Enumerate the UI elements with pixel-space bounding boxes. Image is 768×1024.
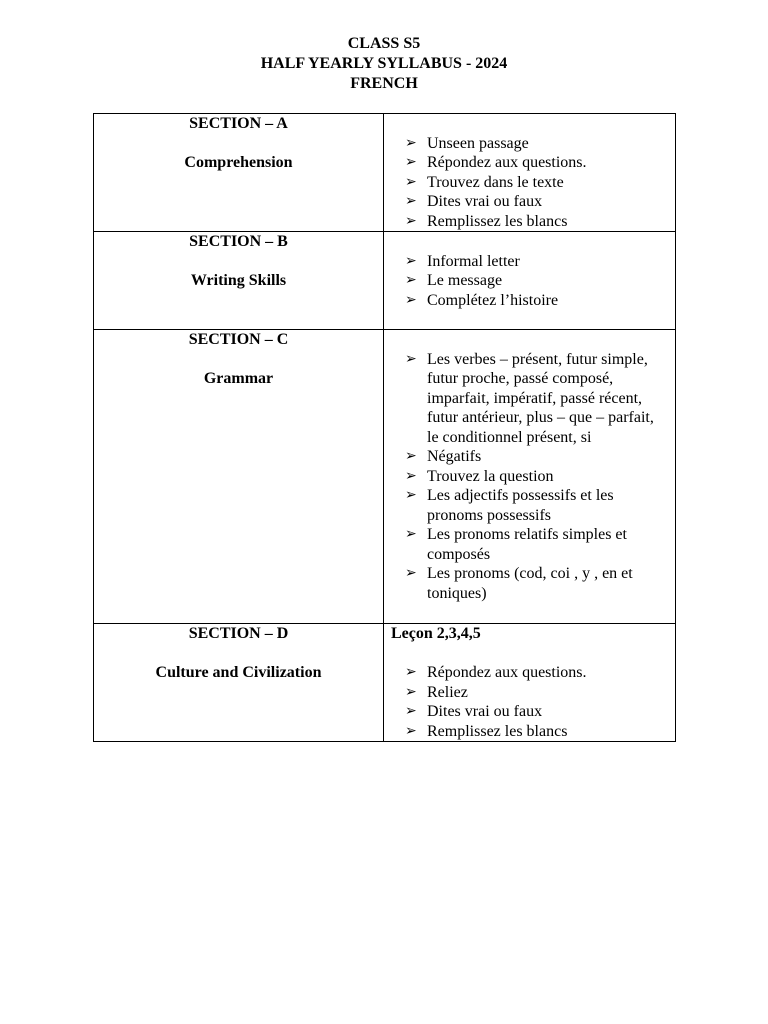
arrow-bullet-icon: ➢ [405,292,417,308]
arrow-bullet-icon: ➢ [405,488,417,503]
arrow-bullet-icon: ➢ [405,273,417,288]
lesson-label: Leçon 2,3,4,5 [391,625,481,642]
section-row-b [94,232,676,330]
section-heading: SECTION – C [188,331,289,348]
arrow-bullet-icon: ➢ [405,253,417,269]
list-item: ➢ Complétez l’histoire [405,291,559,309]
section-row-c [94,330,676,624]
syllabus-table [93,113,676,742]
arrow-bullet-icon: ➢ [405,566,417,581]
arrow-bullet-icon: ➢ [405,684,417,700]
arrow-bullet-icon: ➢ [405,155,417,170]
list-item: ➢ Reliez [405,683,468,701]
arrow-bullet-icon: ➢ [405,527,417,542]
section-label-cell [94,232,384,330]
section-title: Culture and Civilization [155,664,322,681]
section-heading: SECTION – D [188,625,289,642]
section-label-cell [94,114,384,232]
arrow-bullet-icon: ➢ [405,704,417,719]
list-item: ➢ Remplissez les blancs [405,722,568,740]
list-item: ➢ Informal letter [405,252,520,270]
list-item: ➢ Négatifs [405,448,482,465]
section-heading: SECTION – A [189,115,288,132]
arrow-bullet-icon: ➢ [405,723,417,739]
list-item: ➢ Répondez aux questions. [405,664,587,681]
topic-list [384,134,675,232]
arrow-bullet-icon: ➢ [405,174,417,190]
section-topics-cell [384,330,676,624]
section-row-d [94,624,676,742]
section-label-cell [94,624,384,742]
arrow-bullet-icon: ➢ [405,665,417,680]
topic-list [384,252,675,311]
arrow-bullet-icon: ➢ [405,213,417,229]
section-topics-cell [384,114,676,232]
list-item: ➢ Dites vrai ou faux [405,193,543,210]
arrow-bullet-icon: ➢ [405,468,417,484]
list-item: ➢ Les pronoms relatifs simples et composés [405,526,627,563]
syllabus-title: HALF YEARLY SYLLABUS - 2024 [260,55,508,72]
list-item: ➢ Dites vrai ou faux [405,703,543,720]
topic-list [384,350,675,604]
topic-list [384,663,675,741]
list-item: ➢ Les verbes – présent, futur simple, futur proche, passé composé, imparfait, impératif, passé récent, futur antérieur, plus – que – parfait, le conditionnel présent, si [405,350,654,446]
section-topics-cell [384,624,676,742]
list-item: ➢ Répondez aux questions. [405,154,587,171]
document-header [0,34,768,94]
list-item: ➢ Trouvez dans le texte [405,173,564,191]
list-item: ➢ Les adjectifs possessifs et les pronoms possessifs [405,487,614,524]
arrow-bullet-icon: ➢ [405,351,417,367]
class-title: CLASS S5 [347,35,421,52]
list-item: ➢ Les pronoms (cod, coi , y , en et toniques) [405,565,633,602]
section-heading: SECTION – B [189,233,288,250]
list-item: ➢ Trouvez la question [405,467,554,485]
section-topics-cell [384,232,676,330]
list-item: ➢ Remplissez les blancs [405,212,568,230]
subject-title: FRENCH [350,75,418,92]
section-label-cell [94,330,384,624]
arrow-bullet-icon: ➢ [405,449,417,464]
section-row-a [94,114,676,232]
section-title: Grammar [203,370,274,387]
arrow-bullet-icon: ➢ [405,194,417,209]
list-item: ➢ Le message [405,272,503,289]
arrow-bullet-icon: ➢ [405,135,417,151]
section-title: Writing Skills [190,272,287,289]
section-title: Comprehension [184,154,293,171]
list-item: ➢ Unseen passage [405,134,529,152]
